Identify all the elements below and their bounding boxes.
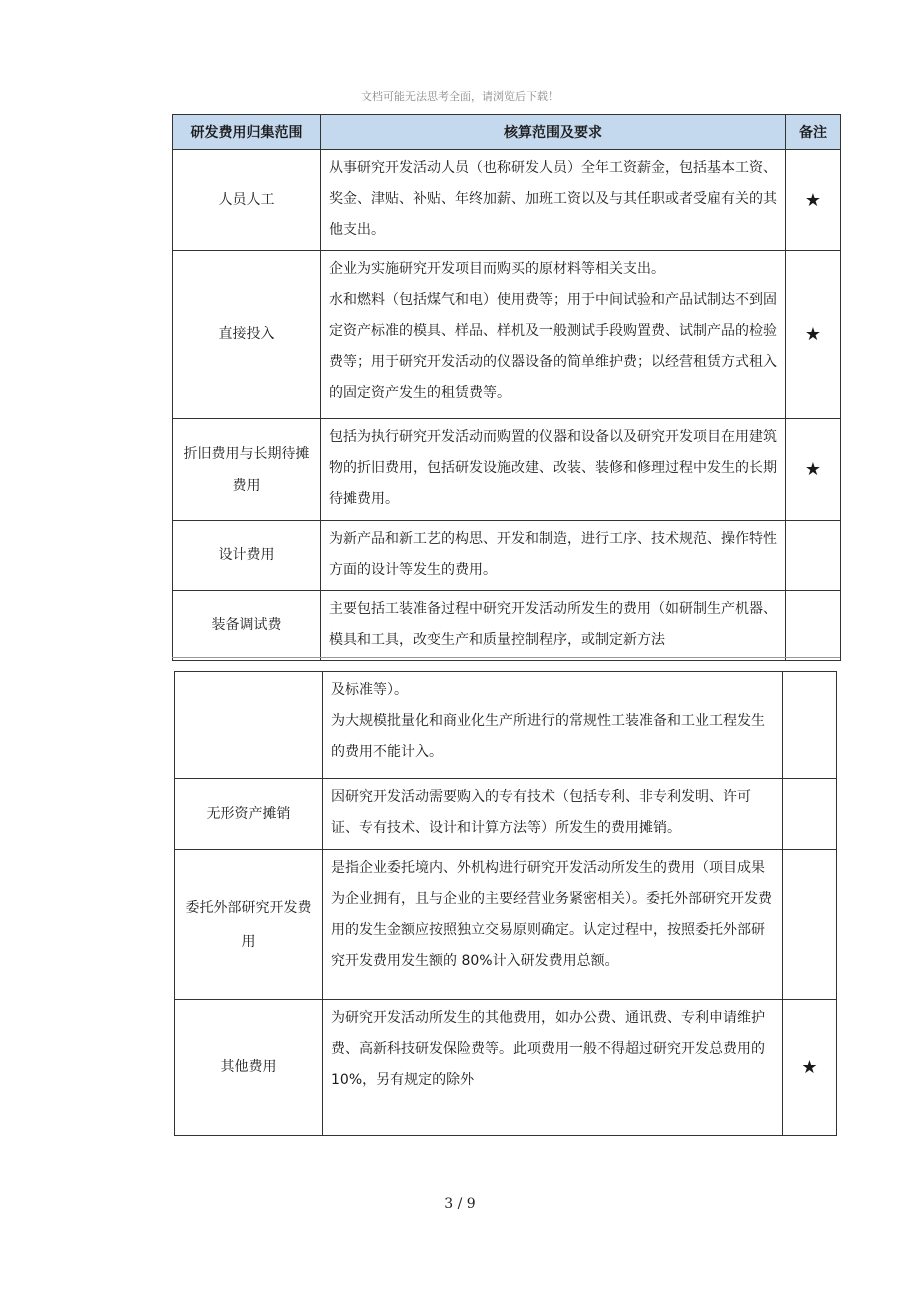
- note-cell: [786, 521, 841, 591]
- row-description: 包括为执行研究开发活动而购置的仪器和设备以及研究开发项目在用建筑物的折旧费用，包括研发设施改建、改装、装修和修理过程中发生的长期待摊费用。: [321, 419, 786, 521]
- row-description: 是指企业委托境内、外机构进行研究开发活动所发生的费用（项目成果为企业拥有，且与企业的主要经营业务紧密相关）。委托外部研究开发费用的发生金额应按照独立交易原则确定。认定过程中，按照委托外部研究开发费用发生额的 80%计入研发费用总额。: [323, 850, 783, 1000]
- row-category: 设计费用: [173, 521, 321, 591]
- table-row: [173, 251, 841, 419]
- page-break-line: [172, 657, 840, 658]
- header-note: 备注: [786, 115, 841, 150]
- table-row: [173, 521, 841, 591]
- table-row: [173, 419, 841, 521]
- row-description: 为新产品和新工艺的构思、开发和制造，进行工序、技术规范、操作特性方面的设计等发生的费用。: [321, 521, 786, 591]
- row-category: 无形资产摊销: [175, 779, 323, 850]
- expense-table-part-1: [172, 114, 841, 661]
- row-description: 从事研究开发活动人员（也称研发人员）全年工资薪金，包括基本工资、奖金、津贴、补贴、年终加薪、加班工资以及与其任职或者受雇有关的其他支出。: [321, 150, 786, 251]
- note-cell: [786, 591, 841, 661]
- table-row: [175, 850, 837, 1000]
- row-category: [175, 672, 323, 779]
- table-row: [175, 779, 837, 850]
- table-row: [175, 672, 837, 779]
- row-category: 折旧费用与长期待摊费用: [173, 419, 321, 521]
- row-category: 直接投入: [173, 251, 321, 419]
- row-category: 装备调试费: [173, 591, 321, 661]
- header-watermark: 文档可能无法思考全面，请浏览后下载！: [361, 90, 559, 103]
- star-icon: ★: [786, 251, 841, 419]
- row-category: 人员人工: [173, 150, 321, 251]
- star-icon: ★: [786, 419, 841, 521]
- note-cell: [783, 779, 837, 850]
- row-description: 企业为实施研究开发项目而购买的原材料等相关支出。 水和燃料（包括煤气和电）使用费等；用于中间试验和产品试制达不到固定资产标准的模具、样品、样机及一般测试手段购置费、试制产品的检验费等；用于研究开发活动的仪器设备的简单维护费；以经营租赁方式租入的固定资产发生的租赁费等。: [321, 251, 786, 419]
- note-cell: [783, 672, 837, 779]
- expense-table-part-2: [174, 671, 837, 1136]
- row-description: 主要包括工装准备过程中研究开发活动所发生的费用（如研制生产机器、模具和工具，改变生产和质量控制程序，或制定新方法: [321, 591, 786, 661]
- page-number: 3 / 9: [444, 1196, 476, 1212]
- star-icon: ★: [786, 150, 841, 251]
- row-category: 其他费用: [175, 1000, 323, 1136]
- row-description: 为研究开发活动所发生的其他费用，如办公费、通讯费、专利申请维护费、高新科技研发保险费等。此项费用一般不得超过研究开发总费用的 10%，另有规定的除外: [323, 1000, 783, 1136]
- header-category: 研发费用归集范围: [173, 115, 321, 150]
- note-cell: [783, 850, 837, 1000]
- table-row: [173, 150, 841, 251]
- row-description: 及标准等）。 为大规模批量化和商业化生产所进行的常规性工装准备和工业工程发生的费用不能计入。: [323, 672, 783, 779]
- table-row: [175, 1000, 837, 1136]
- star-icon: ★: [783, 1000, 837, 1136]
- row-description: 因研究开发活动需要购入的专有技术（包括专利、非专利发明、许可证、专有技术、设计和计算方法等）所发生的费用摊销。: [323, 779, 783, 850]
- row-category: 委托外部研究开发费用: [175, 850, 323, 1000]
- header-description: 核算范围及要求: [321, 115, 786, 150]
- table-header-row: [173, 115, 841, 150]
- table-row: [173, 591, 841, 661]
